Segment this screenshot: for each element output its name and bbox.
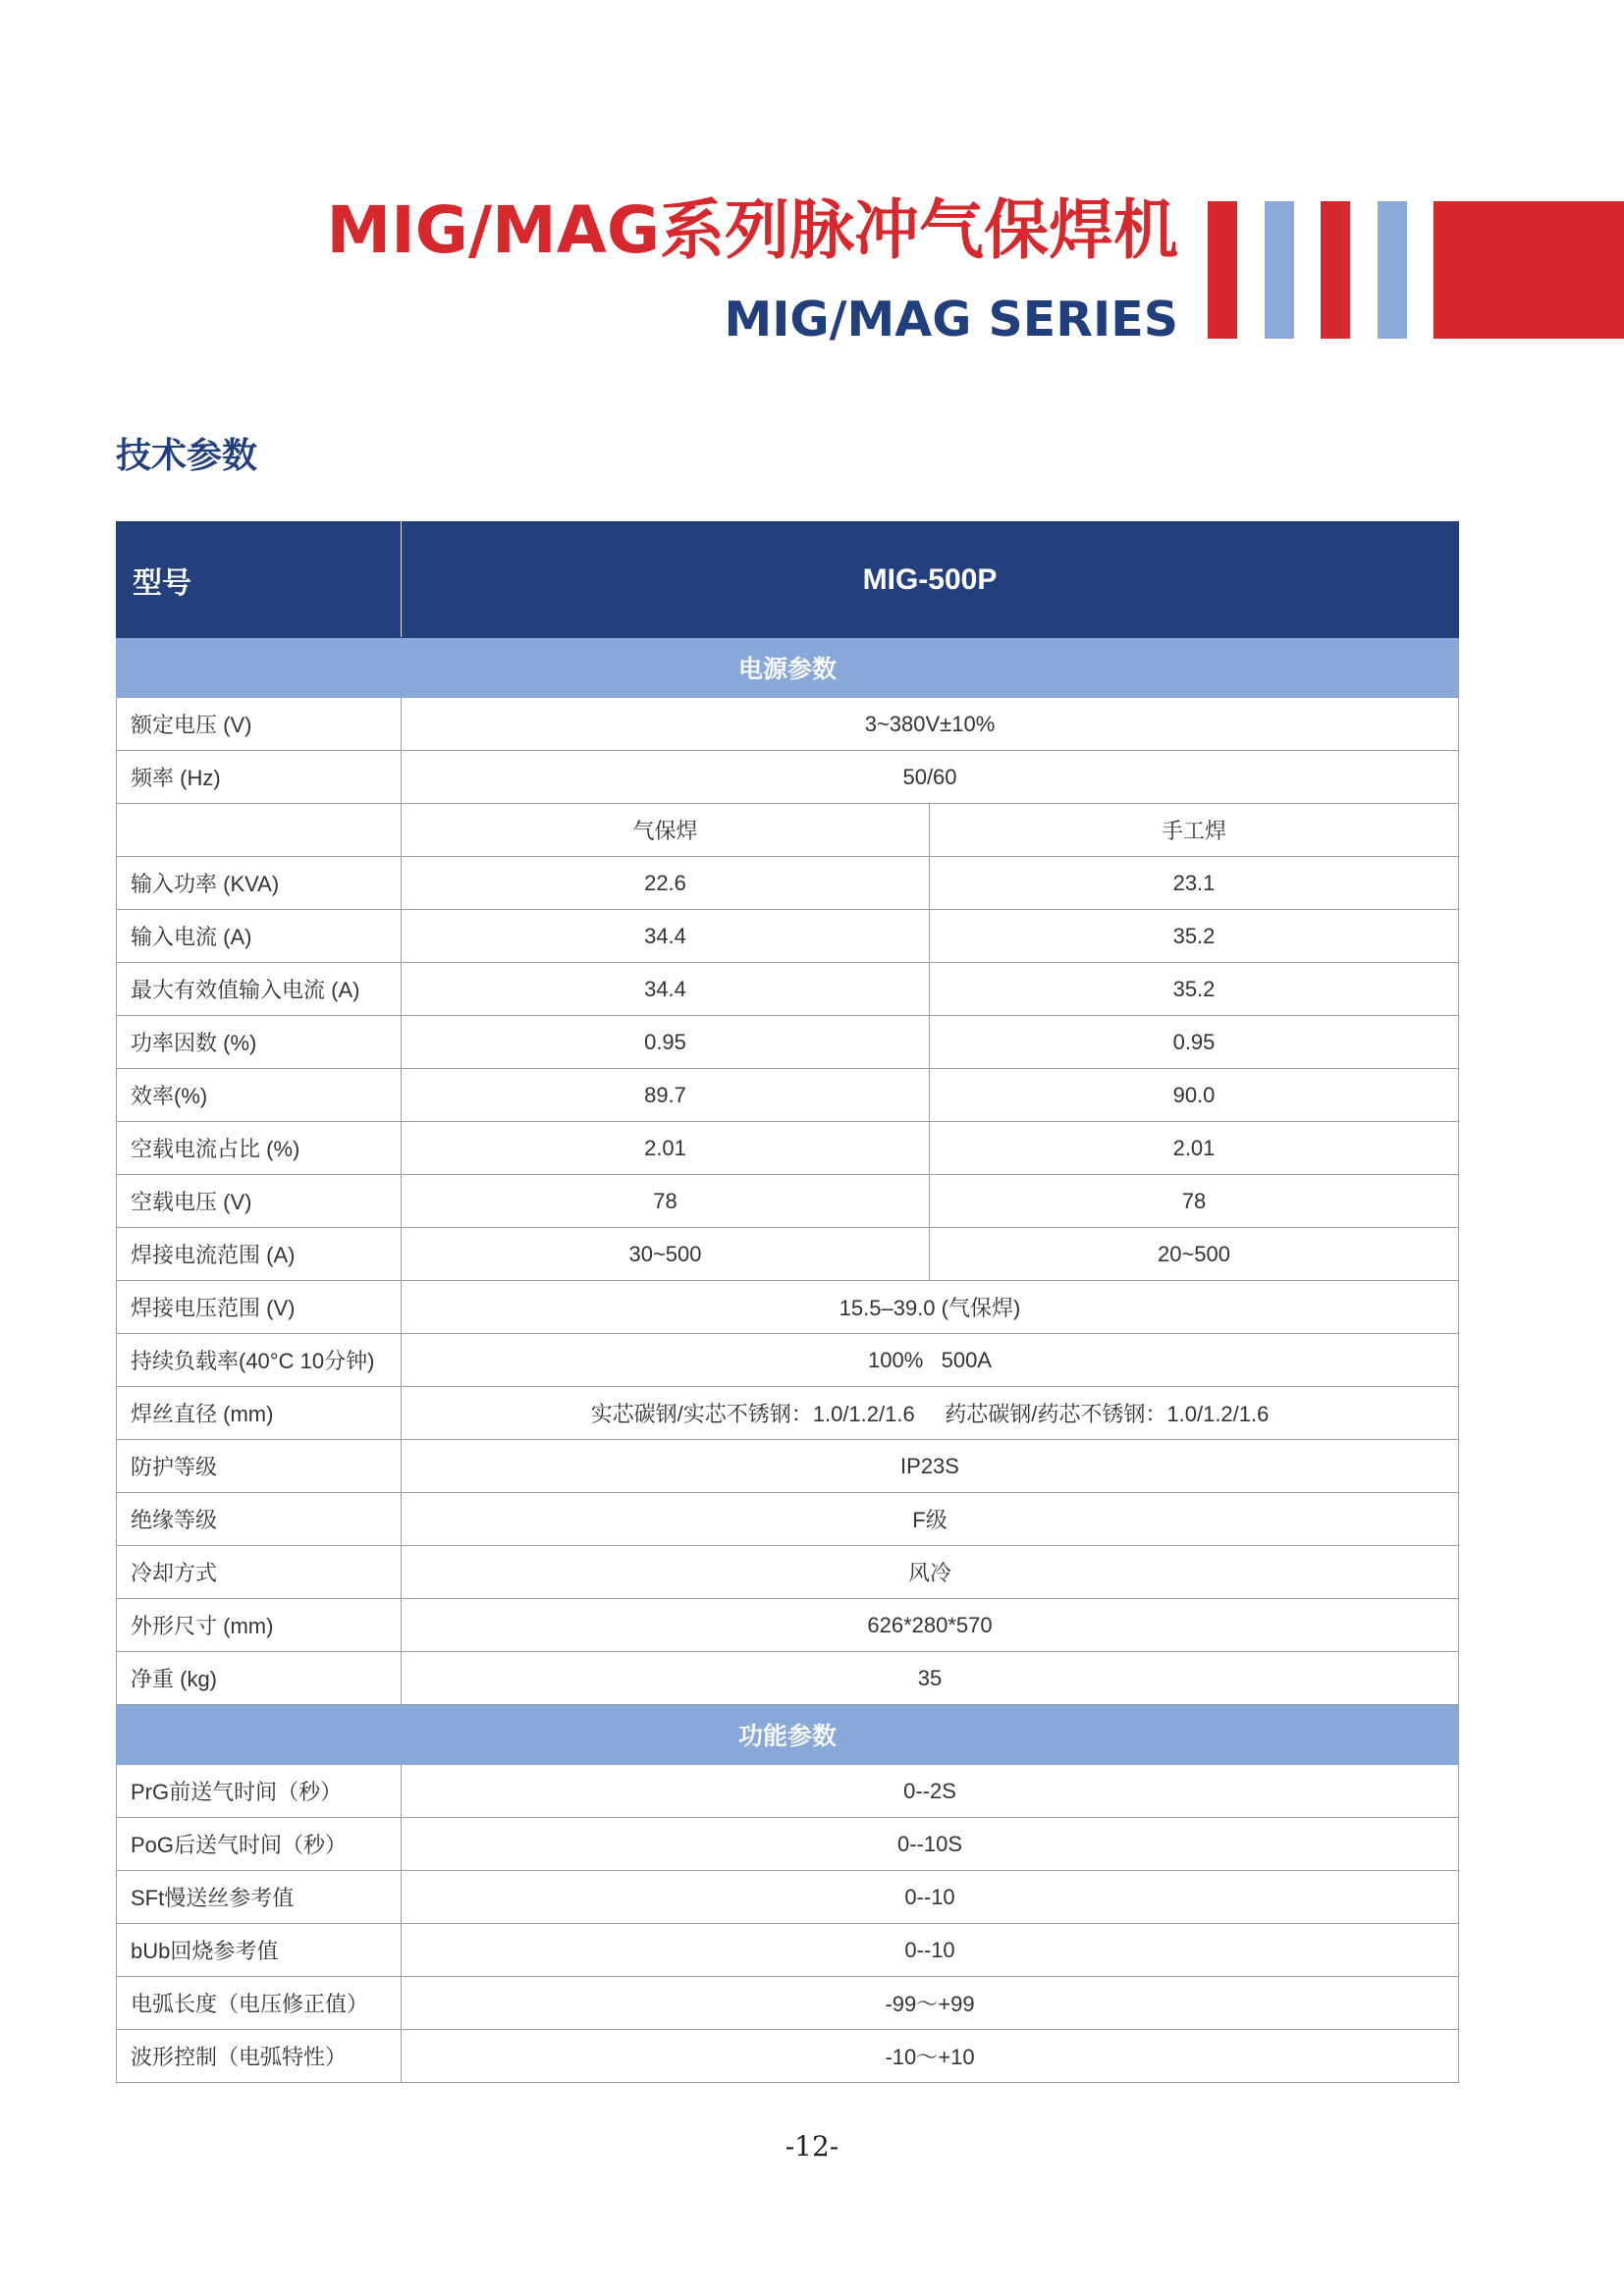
table-row	[117, 1546, 1459, 1599]
row-label: 焊接电压范围 (V)	[117, 1281, 402, 1334]
row-label: 焊接电流范围 (A)	[117, 1228, 402, 1281]
row-value: 0--10	[402, 1871, 1459, 1924]
value-manual: 20~500	[930, 1228, 1459, 1281]
value-gas: 30~500	[402, 1228, 930, 1281]
row-value: 风冷	[402, 1546, 1459, 1599]
value-gas: 2.01	[402, 1122, 930, 1175]
table-row	[117, 1818, 1459, 1871]
row-label: 焊丝直径 (mm)	[117, 1387, 402, 1440]
row-value: 实芯碳钢/实芯不锈钢：1.0/1.2/1.6 药芯碳钢/药芯不锈钢：1.0/1.2/1.6	[402, 1387, 1459, 1440]
mode-header-row	[117, 804, 1459, 857]
table-row	[117, 1281, 1459, 1334]
row-label: PrG前送气时间（秒）	[117, 1765, 402, 1818]
model-value: MIG-500P	[402, 522, 1459, 638]
table-row	[117, 1765, 1459, 1818]
row-label-empty	[117, 804, 402, 857]
table-row	[117, 1175, 1459, 1228]
value-manual: 23.1	[930, 857, 1459, 910]
title-english: MIG/MAG SERIES	[724, 292, 1178, 347]
red-block	[1434, 201, 1624, 339]
value-gas: 78	[402, 1175, 930, 1228]
mode-header-gas: 气保焊	[402, 804, 930, 857]
row-label: bUb回烧参考值	[117, 1924, 402, 1977]
value-gas: 0.95	[402, 1016, 930, 1069]
row-value: 626*280*570	[402, 1599, 1459, 1652]
table-row	[117, 1599, 1459, 1652]
table-row	[117, 910, 1459, 963]
row-label: 空载电压 (V)	[117, 1175, 402, 1228]
row-label: 最大有效值输入电流 (A)	[117, 963, 402, 1016]
row-value: -10～+10	[402, 2030, 1459, 2083]
row-value: 35	[402, 1652, 1459, 1705]
value-manual: 0.95	[930, 1016, 1459, 1069]
table-row	[117, 857, 1459, 910]
row-label: 净重 (kg)	[117, 1652, 402, 1705]
row-label: SFt慢送丝参考值	[117, 1871, 402, 1924]
table-row	[117, 1924, 1459, 1977]
table-row	[117, 1069, 1459, 1122]
function-section-band	[117, 1705, 1459, 1765]
row-value: IP23S	[402, 1440, 1459, 1493]
value-manual: 2.01	[930, 1122, 1459, 1175]
row-value: F级	[402, 1493, 1459, 1546]
value-gas: 34.4	[402, 963, 930, 1016]
row-value: 3~380V±10%	[402, 698, 1459, 751]
row-label: 额定电压 (V)	[117, 698, 402, 751]
power-section-title: 电源参数	[117, 638, 1459, 698]
red-bar-2	[1321, 201, 1350, 339]
table-row	[117, 1122, 1459, 1175]
value-manual: 90.0	[930, 1069, 1459, 1122]
table-row	[117, 1871, 1459, 1924]
row-label: PoG后送气时间（秒）	[117, 1818, 402, 1871]
table-row	[117, 1334, 1459, 1387]
row-label: 绝缘等级	[117, 1493, 402, 1546]
value-manual: 78	[930, 1175, 1459, 1228]
row-label: 输入功率 (KVA)	[117, 857, 402, 910]
table-row	[117, 1016, 1459, 1069]
value-manual: 35.2	[930, 963, 1459, 1016]
row-label: 持续负载率(40°C 10分钟)	[117, 1334, 402, 1387]
table-row	[117, 1977, 1459, 2030]
row-value: -99～+99	[402, 1977, 1459, 2030]
row-label: 频率 (Hz)	[117, 751, 402, 804]
function-section-title: 功能参数	[117, 1705, 1459, 1765]
model-label: 型号	[117, 522, 402, 638]
table-row	[117, 751, 1459, 804]
table-row	[117, 1652, 1459, 1705]
value-gas: 34.4	[402, 910, 930, 963]
table-header-row	[117, 522, 1459, 638]
power-section-band	[117, 638, 1459, 698]
blue-bar-1	[1265, 201, 1294, 339]
row-label: 电弧长度（电压修正值）	[117, 1977, 402, 2030]
row-label: 防护等级	[117, 1440, 402, 1493]
value-gas: 22.6	[402, 857, 930, 910]
spec-table	[116, 521, 1459, 2083]
header-decorative-bars	[0, 0, 1624, 353]
table-row	[117, 1228, 1459, 1281]
row-label: 外形尺寸 (mm)	[117, 1599, 402, 1652]
row-label: 空载电流占比 (%)	[117, 1122, 402, 1175]
row-value: 15.5–39.0 (气保焊)	[402, 1281, 1459, 1334]
table-row	[117, 1493, 1459, 1546]
row-label: 冷却方式	[117, 1546, 402, 1599]
blue-bar-2	[1378, 201, 1407, 339]
table-row	[117, 2030, 1459, 2083]
table-row	[117, 1440, 1459, 1493]
value-gas: 89.7	[402, 1069, 930, 1122]
page-number: -12-	[785, 2130, 839, 2163]
value-manual: 35.2	[930, 910, 1459, 963]
row-label: 波形控制（电弧特性）	[117, 2030, 402, 2083]
row-value: 50/60	[402, 751, 1459, 804]
section-title: 技术参数	[116, 436, 258, 476]
red-bar-1	[1208, 201, 1237, 339]
title-chinese: MIG/MAG系列脉冲气保焊机	[326, 192, 1178, 268]
row-label: 效率(%)	[117, 1069, 402, 1122]
table-row	[117, 963, 1459, 1016]
row-value: 0--2S	[402, 1765, 1459, 1818]
row-label: 功率因数 (%)	[117, 1016, 402, 1069]
row-label: 输入电流 (A)	[117, 910, 402, 963]
table-row	[117, 698, 1459, 751]
mode-header-manual: 手工焊	[930, 804, 1459, 857]
row-value: 0--10	[402, 1924, 1459, 1977]
row-value: 100% 500A	[402, 1334, 1459, 1387]
row-value: 0--10S	[402, 1818, 1459, 1871]
table-row	[117, 1387, 1459, 1440]
